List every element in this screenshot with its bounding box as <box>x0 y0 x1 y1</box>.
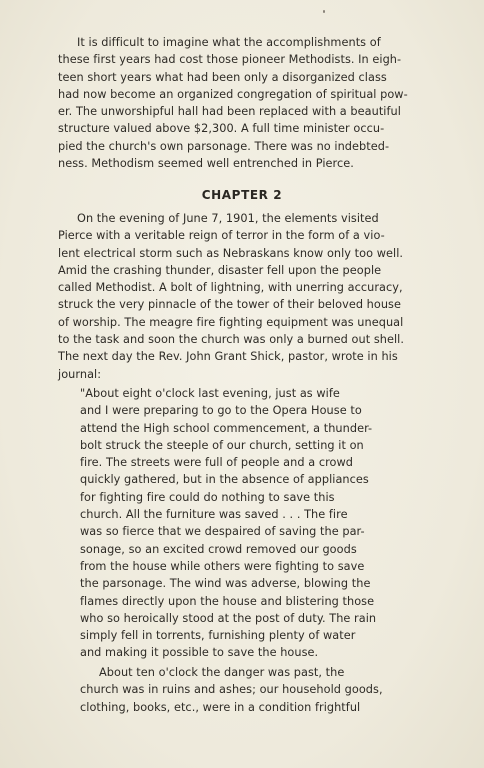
text-line: church was in ruins and ashes; our household goods, <box>80 683 383 697</box>
text-line: sonage, so an excited crowd removed our goods <box>80 542 357 556</box>
text-line: flames directly upon the house and blistering those <box>80 594 375 608</box>
text-line: clothing, books, etc., were in a condition frightful <box>80 700 361 714</box>
text-line: It is difficult to imagine what the accomplishments of <box>77 36 381 49</box>
text-line: bolt struck the steeple of our church, setting it on <box>80 438 364 452</box>
text-line: had now become an organized congregation of spiritual pow- <box>58 87 408 101</box>
text-line: for fighting fire could do nothing to save this <box>80 490 335 504</box>
text-line: On the evening of June 7, 1901, the elements visited <box>77 212 379 225</box>
text-line: ness. Methodism seemed well entrenched in Pierce. <box>58 157 354 171</box>
text-line: fire. The streets were full of people and a crowd <box>80 456 353 470</box>
text-line: called Methodist. A bolt of lightning, with unerring accuracy, <box>58 281 403 295</box>
text-line: and making it possible to save the house. <box>80 646 319 660</box>
text-line: who so heroically stood at the post of duty. The rain <box>80 611 377 625</box>
text-line: struck the very pinnacle of the tower of their beloved house <box>58 298 401 312</box>
text-line: structure valued above $2,300. A full time minister occu- <box>58 122 385 136</box>
text-line: er. The unworshipful hall had been replaced with a beautiful <box>58 105 401 119</box>
text-line: attend the High school commencement, a thunder- <box>80 421 373 435</box>
text-line: these first years had cost those pioneer Methodists. In eigh- <box>58 53 402 67</box>
text-line: pied the church's own parsonage. There was no indebted- <box>58 139 390 153</box>
text-line: "About eight o'clock last evening, just as wife <box>80 387 340 400</box>
text-line: The next day the Rev. John Grant Shick, pastor, wrote in his <box>58 350 398 364</box>
text-line: quickly gathered, but in the absence of appliances <box>80 473 369 487</box>
text-line: church. All the furniture was saved . . . The fire <box>80 508 348 522</box>
text-line: teen short years what had been only a disorganized class <box>58 70 387 84</box>
text-line: journal: <box>58 367 102 381</box>
journal-quote-continued <box>80 664 432 716</box>
intro-paragraph <box>58 34 434 172</box>
text-line: from the house while others were fighting to save <box>80 559 365 573</box>
text-line: to the task and soon the church was only a burned out shell. <box>58 333 404 347</box>
text-line: lent electrical storm such as Nebraskans know only too well. <box>58 246 404 260</box>
text-line: the parsonage. The wind was adverse, blowing the <box>80 577 371 591</box>
text-line: of worship. The meagre fire fighting equipment was unequal <box>58 315 404 329</box>
text-line: Amid the crashing thunder, disaster fell upon the people <box>58 263 382 277</box>
text-line: Pierce with a veritable reign of terror in the form of a vio- <box>58 229 385 243</box>
text-line: and I were preparing to go to the Opera House to <box>80 404 362 418</box>
chapter-heading: CHAPTER 2 <box>201 188 283 202</box>
text-line: About ten o'clock the danger was past, the <box>99 666 345 679</box>
text-line: simply fell in torrents, furnishing plenty of water <box>80 629 356 643</box>
journal-quote <box>80 385 432 662</box>
paper-speck <box>323 10 325 13</box>
text-line: was so fierce that we despaired of saving the par- <box>80 525 365 539</box>
storm-paragraph <box>58 210 434 383</box>
